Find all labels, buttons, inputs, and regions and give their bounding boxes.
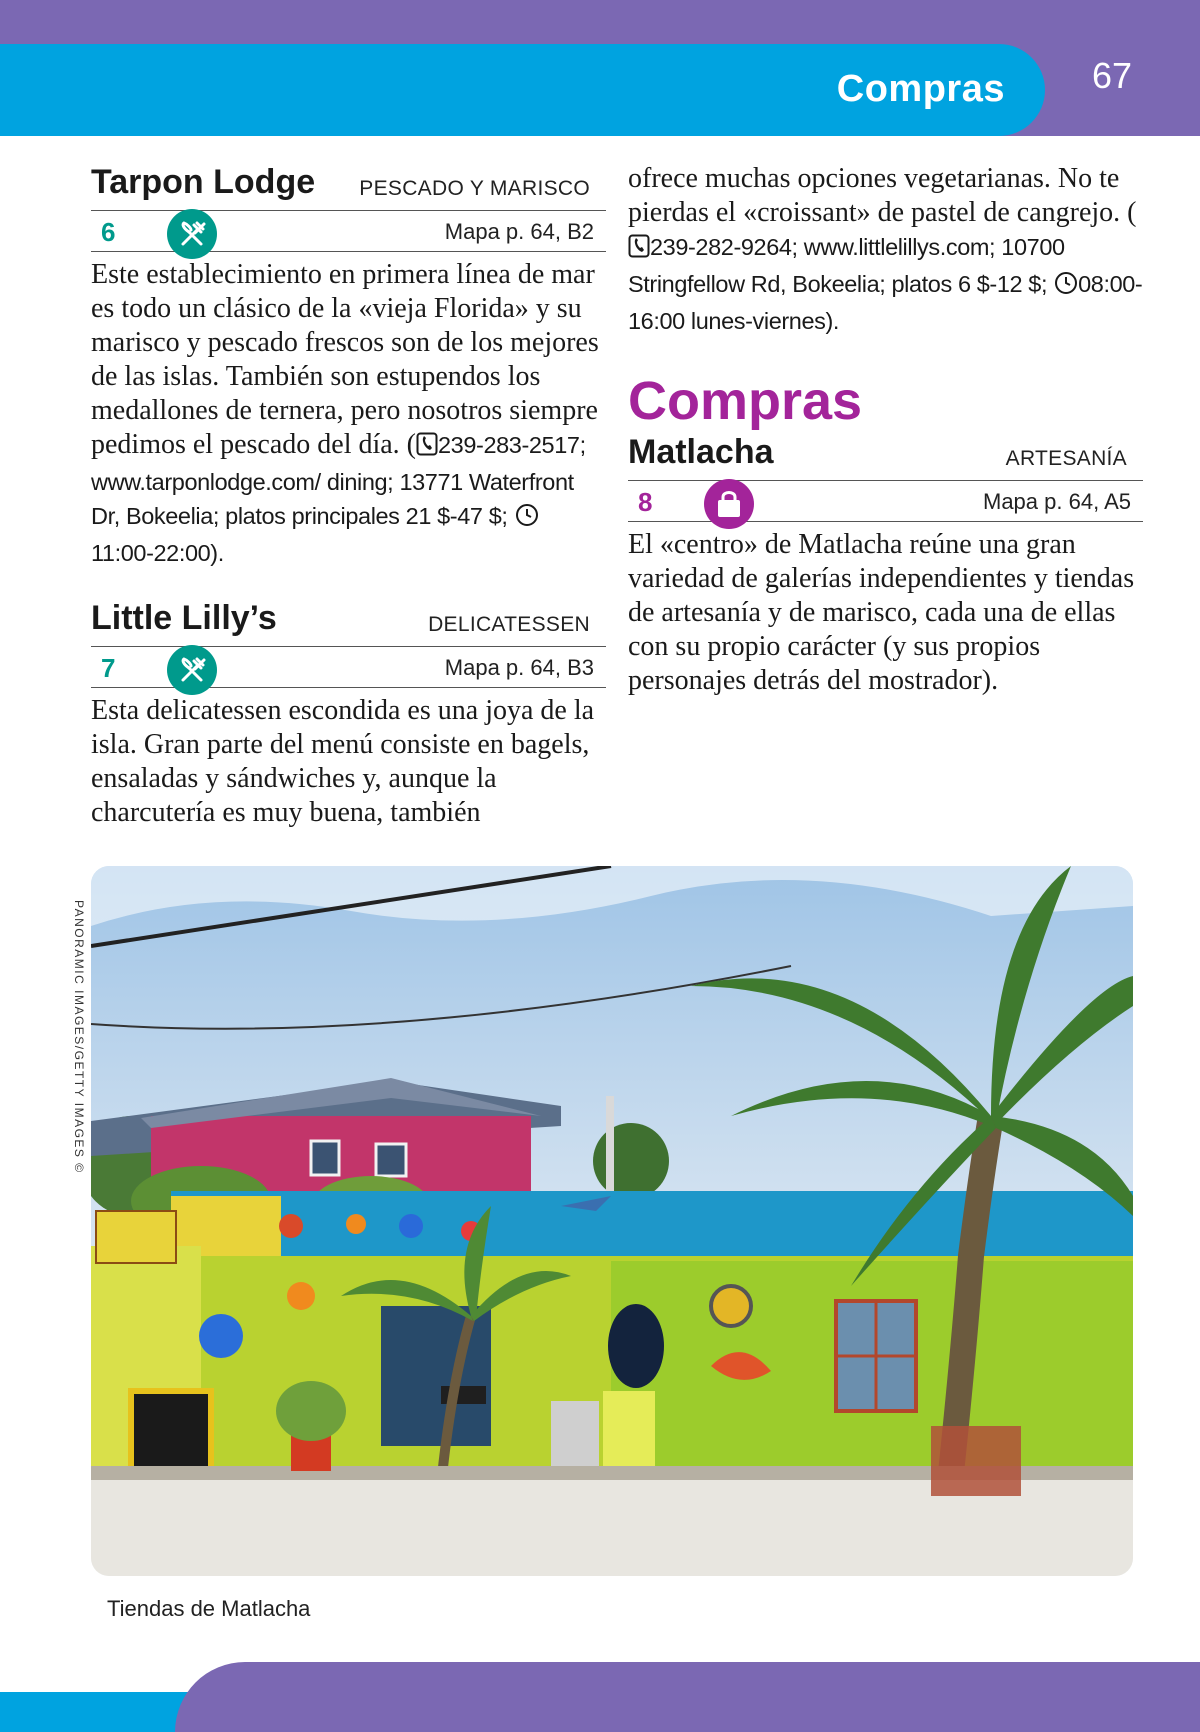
listing-meta [628,481,1143,522]
listing-header [91,162,606,211]
continued-description [628,162,1143,338]
listing-matlacha [628,433,1143,698]
contact-info: 239-283-2517; www.tarponlodge.com/ dining; 13771 Waterfront Dr, Bokeelia; platos principales 21 $-47 $; [91,432,586,529]
listing-name: Little Lilly’s [91,599,277,637]
listing-description: El «centro» de Matlacha reúne una gran variedad de galerías independientes y tiendas de artesanía y de marisco, cada una de ellas con su propio carácter (y sus propios personajes detrás del mostrador). [628,529,1135,696]
photo-illustration [91,866,1133,1576]
map-reference: Mapa p. 64, A5 [983,489,1131,514]
listing-number: 8 [638,487,653,517]
opening-hours: 08:00-16:00 lunes-viernes). [628,271,1143,334]
clock-icon [1054,270,1078,304]
section-title: Compras [836,68,1005,110]
listing-description: Esta delicatessen escondida es una joya de la isla. Gran parte del menú consiste en bagels, ensaladas y sándwiches y, aunque la charcutería es muy buena, también [91,695,595,828]
continuation-text: ofrece muchas opciones vegetarianas. No te pierdas el «croissant» de pastel de cangrejo. ( [628,163,1137,228]
shopping-bag-icon [704,479,754,529]
listing-name: Tarpon Lodge [91,163,316,201]
listing-description [91,258,606,570]
listing-little-lillys [91,598,606,830]
listing-header [91,598,606,647]
restaurant-icon [167,209,217,259]
phone-icon [416,431,438,465]
listing-category: ARTESANÍA [1005,447,1127,470]
listing-header [628,433,1143,481]
restaurant-icon [167,645,217,695]
phone-icon [628,233,650,267]
map-reference: Mapa p. 64, B3 [444,655,594,680]
listing-number: 7 [101,653,116,683]
contact-info: 239-282-9264; www.littlelillys.com; 10700 Stringfellow Rd, Bokeelia; platos 6 $-12 $; [628,234,1065,297]
listing-meta [91,211,606,252]
clock-icon [515,502,539,536]
photo-matlacha-shops [91,866,1133,1576]
left-column [91,162,606,830]
map-reference: Mapa p. 64, B2 [444,219,594,244]
photo-caption: Tiendas de Matlacha [107,1596,311,1621]
listing-name: Matlacha [628,433,774,471]
listing-category: DELICATESSEN [428,613,590,636]
listing-number: 6 [101,217,116,247]
listing-category: PESCADO Y MARISCO [359,177,590,200]
listing-tarpon-lodge [91,162,606,570]
footer-purple-band [175,1662,1200,1732]
opening-hours: 11:00-22:00). [91,540,224,566]
right-column [628,162,1143,698]
listing-meta [91,647,606,688]
page-number: 67 [1092,55,1133,96]
photo-credit: PANORAMIC IMAGES/GETTY IMAGES © [72,900,86,1174]
description-text: Este establecimiento en primera línea de mar es todo un clásico de la «vieja Florida» y su marisco y pescado frescos son de los mejores de las islas. También son estupendos los medallones de ternera, pero nosotros siempre pedimos el pescado del día. ( [91,259,599,460]
section-heading: Compras [628,371,863,431]
